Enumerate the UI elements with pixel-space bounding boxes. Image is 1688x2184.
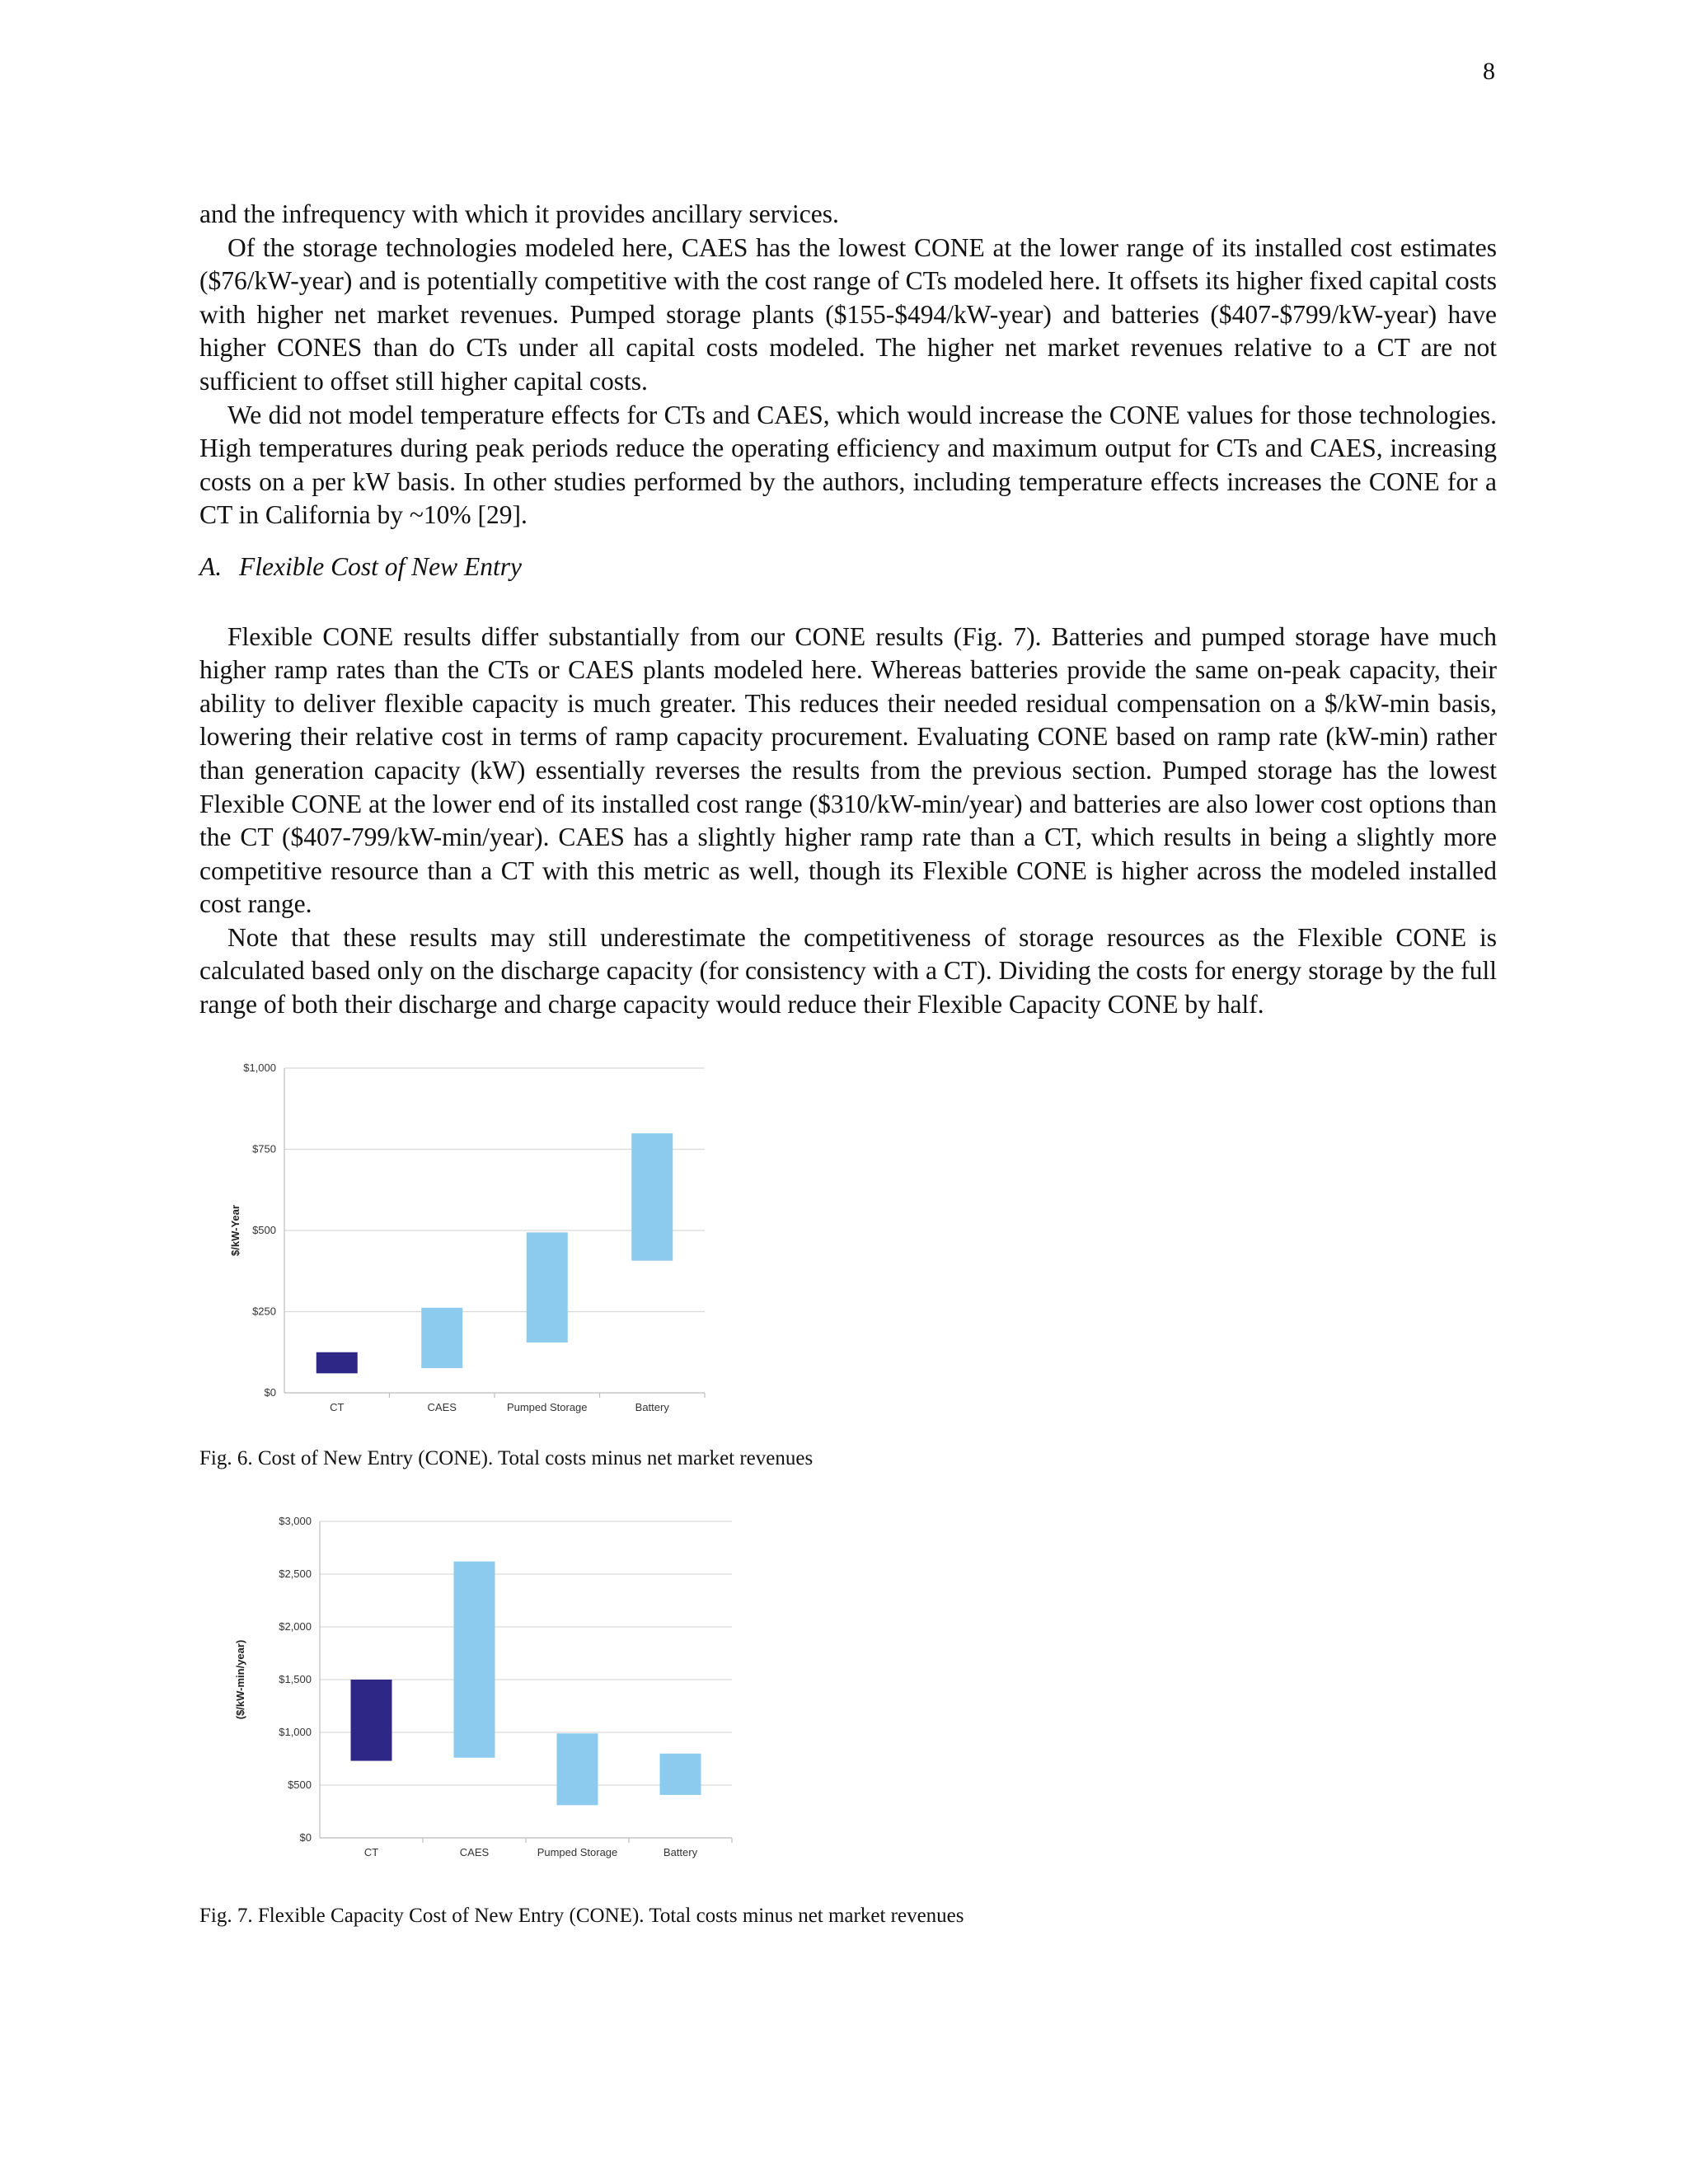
range-bar-pumped-storage <box>557 1733 598 1805</box>
range-bar-ct <box>351 1680 392 1761</box>
x-category-label: CAES <box>459 1846 490 1858</box>
figure-7-caption: Fig. 7. Flexible Capacity Cost of New Entry (CONE). Total costs minus net market revenues <box>199 1905 964 1927</box>
range-bar-ct <box>316 1352 358 1374</box>
y-axis-title: $/kW-Year <box>229 1205 241 1256</box>
x-category-label: CAES <box>427 1401 457 1413</box>
x-category-label: Battery <box>635 1401 669 1413</box>
y-tick-label: $2,000 <box>279 1620 312 1633</box>
y-tick-label: $1,500 <box>279 1673 312 1685</box>
figure-6-chart <box>214 1048 725 1419</box>
section-number: A. <box>199 551 223 581</box>
x-category-label: CT <box>330 1401 345 1413</box>
y-tick-label: $500 <box>252 1224 276 1236</box>
y-tick-label: $2,500 <box>279 1568 312 1580</box>
x-category-label: Pumped Storage <box>506 1401 588 1413</box>
y-tick-label: $3,000 <box>279 1515 312 1527</box>
y-tick-label: $1,000 <box>279 1726 312 1738</box>
x-category-label: CT <box>363 1846 379 1858</box>
y-axis-title: ($/kW-min/year) <box>234 1639 246 1720</box>
x-category-label: Pumped Storage <box>537 1846 618 1858</box>
y-tick-label: $250 <box>252 1305 276 1318</box>
flexible-cone-chart-svg <box>214 1502 742 1864</box>
y-tick-label: $0 <box>299 1831 312 1844</box>
range-bar-pumped-storage <box>527 1232 568 1343</box>
y-tick-label: $1,000 <box>243 1062 276 1074</box>
y-tick-label: $0 <box>264 1386 276 1399</box>
y-tick-label: $500 <box>288 1779 312 1791</box>
cone-chart-svg <box>214 1048 725 1419</box>
range-bar-battery <box>660 1754 701 1795</box>
paragraph: Flexible CONE results differ substantially from our CONE results (Fig. 7). Batteries and pumped storage have much higher ramp rates than the CTs or CAES plants modeled here. Whereas batteries provide the same on-peak capacity, their ability to deliver flexible capacity is much greater. This reduces their needed residual compensation on a $/kW-min basis, lowering their relative cost in terms of ramp capacity procurement. Evaluating CONE based on ramp rate (kW-min) rather than generation capacity (kW) essentially reverses the results from the previous section. Pumped storage has the lowest Flexible CONE at the lower end of its installed cost range ($310/kW-min/year) and batteries are also lower cost options than the CT ($407-799/kW-min/year). CAES has a slightly higher ramp rate than a CT, which results in being a slightly more competitive resource than a CT with this metric as well, though its Flexible CONE is higher across the modeled installed cost range. <box>199 621 1497 919</box>
paragraph: and the infrequency with which it provides ancillary services. <box>199 199 839 228</box>
paragraph: Note that these results may still underestimate the competitiveness of storage resources as the Flexible CONE is calculated based only on the discharge capacity (for consistency with a CT). Dividing the costs for energy storage by the full range of both their discharge and charge capacity would reduce their Flexible Capacity CONE by half. <box>199 922 1497 1019</box>
range-bar-battery <box>631 1133 673 1260</box>
paragraph: Of the storage technologies modeled here, CAES has the lowest CONE at the lower range of its installed cost estimates ($76/kW-year) and is potentially competitive with the cost range of CTs modeled here. It offsets its higher fixed capital costs with higher net market revenues. Pumped storage plants ($155-$494/kW-year) and batteries ($407-$799/kW-year) have higher CONES than do CTs under all capital costs modeled. The higher net market revenues relative to a CT are not sufficient to offset still higher capital costs. <box>199 232 1497 396</box>
x-category-label: Battery <box>663 1846 698 1858</box>
section-heading <box>199 551 1497 584</box>
range-bar-caes <box>421 1308 462 1368</box>
section-title: Flexible Cost of New Entry <box>239 551 522 581</box>
figure-7-chart <box>214 1502 742 1864</box>
page-number: 8 <box>1483 58 1495 85</box>
range-bar-caes <box>454 1562 495 1758</box>
body-text <box>199 198 1497 1022</box>
y-tick-label: $750 <box>252 1142 276 1155</box>
figure-6-caption: Fig. 6. Cost of New Entry (CONE). Total costs minus net market revenues <box>199 1447 814 1469</box>
paragraph: We did not model temperature effects for CTs and CAES, which would increase the CONE values for those technologies. High temperatures during peak periods reduce the operating efficiency and maximum output for CTs and CAES, increasing costs on a per kW basis. In other studies performed by the authors, including temperature effects increases the CONE for a CT in California by ~10% [29]. <box>199 400 1497 530</box>
